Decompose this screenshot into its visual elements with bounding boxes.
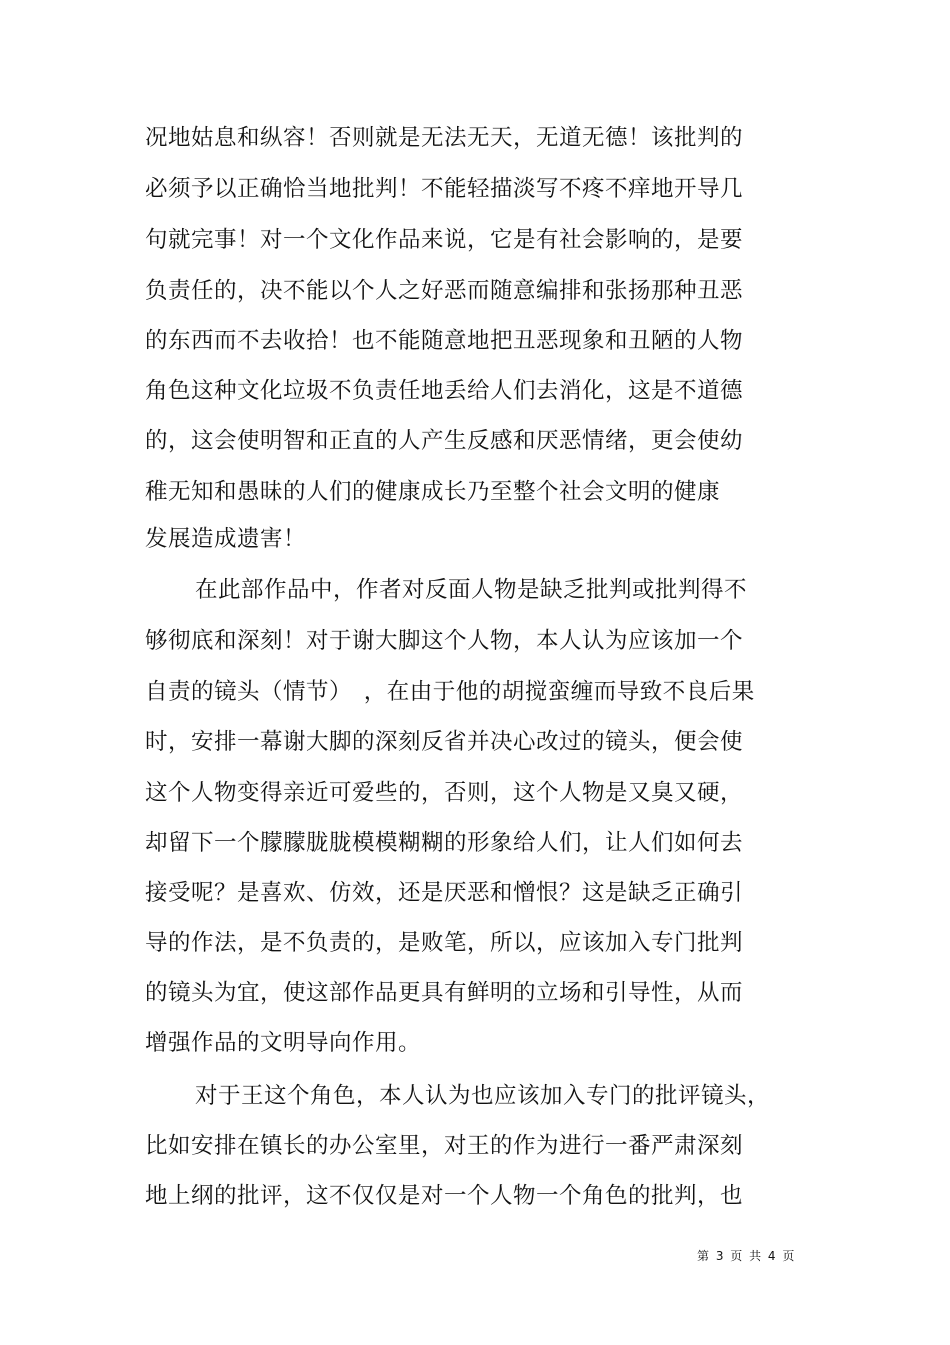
text-line: 况地姑息和纵容！否则就是无法无天，无道无德！该批判的 [145,125,744,151]
paragraph-first-line: 对于王这个角色，本人认为也应该加入专门的批评镜头， [195,1083,771,1109]
text-line: 增强作品的文明导向作用。 [145,1030,422,1056]
text-line: 发展造成遗害！ [145,526,307,552]
text-line: 必须予以正确恰当地批判！不能轻描淡写不疼不痒地开导几 [145,176,744,202]
text-line: 自责的镜头（情节） ，在由于他的胡搅蛮缠而导致不良后果 [145,679,755,705]
text-line: 接受呢？是喜欢、仿效，还是厌恶和憎恨？这是缺乏正确引 [145,880,744,906]
text-line: 地上纲的批评，这不仅仅是对一个人物一个角色的批判，也 [145,1183,744,1209]
text-line: 导的作法，是不负责的，是败笔，所以，应该加入专门批判 [145,930,744,956]
page-number-footer: 第 3 页 共 4 页 [697,1249,795,1263]
text-line: 够彻底和深刻！对于谢大脚这个人物，本人认为应该加一个 [145,628,744,654]
text-line: 比如安排在镇长的办公室里，对王的作为进行一番严肃深刻 [145,1133,744,1159]
text-line: 角色这种文化垃圾不负责任地丢给人们去消化，这是不道德 [145,378,744,404]
text-line: 的东西而不去收拾！也不能随意地把丑恶现象和丑陋的人物 [145,328,744,354]
text-line: 负责任的，决不能以个人之好恶而随意编排和张扬那种丑恶 [145,278,744,304]
text-line: 的镜头为宜，使这部作品更具有鲜明的立场和引导性，从而 [145,980,744,1006]
text-line: 句就完事！对一个文化作品来说，它是有社会影响的，是要 [145,227,744,253]
text-line: 却留下一个朦朦胧胧模模糊糊的形象给人们，让人们如何去 [145,830,744,856]
text-line: 的，这会使明智和正直的人产生反感和厌恶情绪，更会使幼 [145,428,744,454]
text-line: 时，安排一幕谢大脚的深刻反省并决心改过的镜头，便会使 [145,729,744,755]
text-line: 这个人物变得亲近可爱些的，否则，这个人物是又臭又硬， [145,780,744,806]
paragraph-first-line: 在此部作品中，作者对反面人物是缺乏批判或批判得不 [195,577,748,603]
text-line: 稚无知和愚昧的人们的健康成长乃至整个社会文明的健康 [145,479,721,505]
